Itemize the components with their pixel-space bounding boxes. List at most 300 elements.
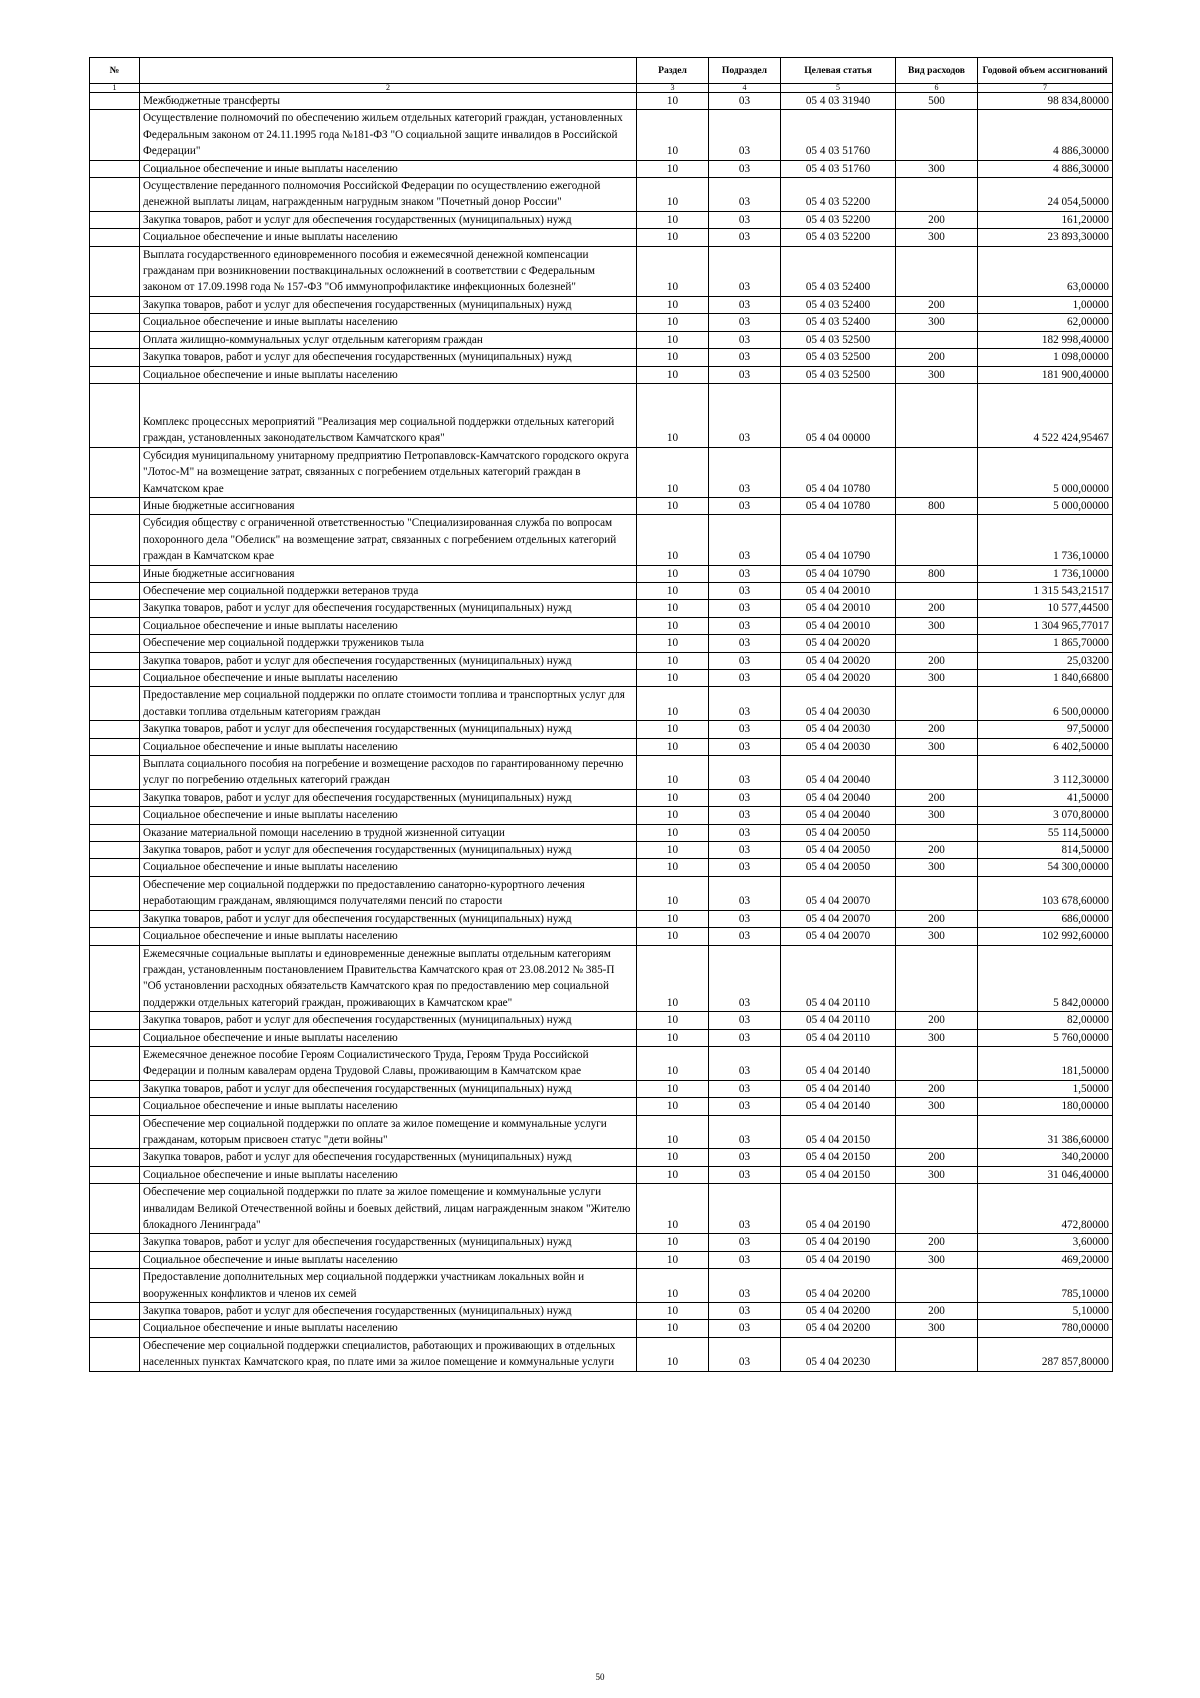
cell-amount: 780,00000 bbox=[978, 1320, 1113, 1337]
cell-description: Социальное обеспечение и иные выплаты населению bbox=[140, 1029, 637, 1046]
cell-razdel: 10 bbox=[637, 687, 709, 721]
cell-number bbox=[90, 1046, 140, 1080]
cell-podrazdel: 03 bbox=[709, 1303, 781, 1320]
cell-amount: 24 054,50000 bbox=[978, 178, 1113, 212]
table-row bbox=[90, 721, 1113, 738]
cell-number bbox=[90, 876, 140, 910]
cell-number bbox=[90, 910, 140, 927]
cell-number bbox=[90, 349, 140, 366]
column-number: 2 bbox=[140, 84, 637, 93]
cell-target-article: 05 4 04 20110 bbox=[781, 945, 896, 1012]
cell-amount: 181,50000 bbox=[978, 1046, 1113, 1080]
cell-podrazdel: 03 bbox=[709, 1166, 781, 1183]
cell-expense-type bbox=[896, 447, 978, 497]
table-row bbox=[90, 859, 1113, 876]
cell-number bbox=[90, 859, 140, 876]
cell-description: Закупка товаров, работ и услуг для обеспечения государственных (муниципальных) нужд bbox=[140, 1234, 637, 1251]
cell-expense-type: 200 bbox=[896, 211, 978, 228]
cell-podrazdel: 03 bbox=[709, 1320, 781, 1337]
column-number: 1 bbox=[90, 84, 140, 93]
cell-expense-type: 300 bbox=[896, 738, 978, 755]
cell-target-article: 05 4 03 52500 bbox=[781, 366, 896, 383]
table-row bbox=[90, 652, 1113, 669]
cell-description: Социальное обеспечение и иные выплаты населению bbox=[140, 1166, 637, 1183]
cell-target-article: 05 4 04 20200 bbox=[781, 1320, 896, 1337]
cell-expense-type: 800 bbox=[896, 565, 978, 582]
table-row bbox=[90, 756, 1113, 790]
cell-number bbox=[90, 1303, 140, 1320]
cell-podrazdel: 03 bbox=[709, 331, 781, 348]
cell-razdel: 10 bbox=[637, 738, 709, 755]
cell-description: Социальное обеспечение и иные выплаты населению bbox=[140, 928, 637, 945]
cell-amount: 1 315 543,21517 bbox=[978, 582, 1113, 599]
cell-podrazdel: 03 bbox=[709, 366, 781, 383]
cell-number bbox=[90, 110, 140, 160]
cell-razdel: 10 bbox=[637, 910, 709, 927]
cell-amount: 62,00000 bbox=[978, 314, 1113, 331]
cell-target-article: 05 4 04 20230 bbox=[781, 1337, 896, 1371]
cell-number bbox=[90, 246, 140, 296]
cell-amount: 5 000,00000 bbox=[978, 447, 1113, 497]
table-row bbox=[90, 789, 1113, 806]
cell-description: Социальное обеспечение и иные выплаты населению bbox=[140, 314, 637, 331]
cell-expense-type: 200 bbox=[896, 842, 978, 859]
cell-podrazdel: 03 bbox=[709, 1029, 781, 1046]
cell-description: Обеспечение мер социальной поддержки тружеников тыла bbox=[140, 635, 637, 652]
cell-expense-type: 300 bbox=[896, 928, 978, 945]
cell-number bbox=[90, 600, 140, 617]
cell-podrazdel: 03 bbox=[709, 1012, 781, 1029]
cell-target-article: 05 4 04 20020 bbox=[781, 670, 896, 687]
table-row bbox=[90, 1149, 1113, 1166]
cell-amount: 5 000,00000 bbox=[978, 497, 1113, 514]
cell-target-article: 05 4 04 20150 bbox=[781, 1166, 896, 1183]
header-target-article: Целевая статья bbox=[781, 58, 896, 84]
cell-description: Осуществление полномочий по обеспечению жильем отдельных категорий граждан, установленных Федеральным законом от 24.11.1995 года №181-ФЗ "О социальной защите инвалидов в Российской Федерации" bbox=[140, 110, 637, 160]
cell-razdel: 10 bbox=[637, 1046, 709, 1080]
cell-target-article: 05 4 04 20200 bbox=[781, 1303, 896, 1320]
cell-number bbox=[90, 331, 140, 348]
cell-expense-type: 300 bbox=[896, 229, 978, 246]
cell-target-article: 05 4 04 20010 bbox=[781, 582, 896, 599]
cell-number bbox=[90, 93, 140, 110]
cell-description: Закупка товаров, работ и услуг для обеспечения государственных (муниципальных) нужд bbox=[140, 349, 637, 366]
cell-amount: 5,10000 bbox=[978, 1303, 1113, 1320]
cell-target-article: 05 4 04 20050 bbox=[781, 842, 896, 859]
table-row bbox=[90, 617, 1113, 634]
cell-target-article: 05 4 03 52400 bbox=[781, 296, 896, 313]
cell-number bbox=[90, 1184, 140, 1234]
cell-amount: 161,20000 bbox=[978, 211, 1113, 228]
cell-target-article: 05 4 04 20070 bbox=[781, 910, 896, 927]
cell-razdel: 10 bbox=[637, 366, 709, 383]
cell-podrazdel: 03 bbox=[709, 1115, 781, 1149]
cell-target-article: 05 4 04 20110 bbox=[781, 1029, 896, 1046]
cell-description: Социальное обеспечение и иные выплаты населению bbox=[140, 229, 637, 246]
cell-description: Закупка товаров, работ и услуг для обеспечения государственных (муниципальных) нужд bbox=[140, 721, 637, 738]
cell-target-article: 05 4 04 20190 bbox=[781, 1184, 896, 1234]
cell-target-article: 05 4 04 20140 bbox=[781, 1046, 896, 1080]
cell-razdel: 10 bbox=[637, 93, 709, 110]
cell-number bbox=[90, 565, 140, 582]
cell-podrazdel: 03 bbox=[709, 1269, 781, 1303]
cell-amount: 1 736,10000 bbox=[978, 565, 1113, 582]
table-row bbox=[90, 1115, 1113, 1149]
cell-number bbox=[90, 1098, 140, 1115]
cell-expense-type: 200 bbox=[896, 349, 978, 366]
cell-razdel: 10 bbox=[637, 789, 709, 806]
cell-target-article: 05 4 03 31940 bbox=[781, 93, 896, 110]
cell-podrazdel: 03 bbox=[709, 582, 781, 599]
cell-target-article: 05 4 04 20200 bbox=[781, 1269, 896, 1303]
cell-expense-type bbox=[896, 582, 978, 599]
cell-expense-type: 300 bbox=[896, 859, 978, 876]
cell-number bbox=[90, 789, 140, 806]
cell-expense-type bbox=[896, 824, 978, 841]
cell-target-article: 05 4 03 52200 bbox=[781, 178, 896, 212]
cell-target-article: 05 4 04 00000 bbox=[781, 383, 896, 447]
cell-description: Оказание материальной помощи населению в трудной жизненной ситуации bbox=[140, 824, 637, 841]
cell-podrazdel: 03 bbox=[709, 211, 781, 228]
cell-podrazdel: 03 bbox=[709, 296, 781, 313]
cell-target-article: 05 4 03 52200 bbox=[781, 211, 896, 228]
cell-podrazdel: 03 bbox=[709, 928, 781, 945]
cell-target-article: 05 4 04 20020 bbox=[781, 652, 896, 669]
cell-number bbox=[90, 670, 140, 687]
cell-podrazdel: 03 bbox=[709, 617, 781, 634]
cell-amount: 3,60000 bbox=[978, 1234, 1113, 1251]
cell-description: Закупка товаров, работ и услуг для обеспечения государственных (муниципальных) нужд bbox=[140, 296, 637, 313]
cell-razdel: 10 bbox=[637, 582, 709, 599]
cell-razdel: 10 bbox=[637, 600, 709, 617]
cell-podrazdel: 03 bbox=[709, 1149, 781, 1166]
cell-expense-type: 200 bbox=[896, 1080, 978, 1097]
cell-number bbox=[90, 1080, 140, 1097]
cell-expense-type: 200 bbox=[896, 721, 978, 738]
table-row bbox=[90, 383, 1113, 447]
cell-amount: 181 900,40000 bbox=[978, 366, 1113, 383]
cell-amount: 41,50000 bbox=[978, 789, 1113, 806]
table-row bbox=[90, 910, 1113, 927]
cell-amount: 63,00000 bbox=[978, 246, 1113, 296]
cell-podrazdel: 03 bbox=[709, 93, 781, 110]
table-row bbox=[90, 738, 1113, 755]
cell-description: Выплата государственного единовременного пособия и ежемесячной денежной компенсации гражданам при возникновении поствакцинальных осложнений в соответствии с Федеральным законом от 17.09.1998 года № 157-ФЗ "Об иммунопрофилактике инфекционных болезней" bbox=[140, 246, 637, 296]
cell-description: Закупка товаров, работ и услуг для обеспечения государственных (муниципальных) нужд bbox=[140, 1080, 637, 1097]
cell-description: Социальное обеспечение и иные выплаты населению bbox=[140, 366, 637, 383]
cell-razdel: 10 bbox=[637, 859, 709, 876]
cell-number bbox=[90, 824, 140, 841]
column-number: 5 bbox=[781, 84, 896, 93]
cell-podrazdel: 03 bbox=[709, 824, 781, 841]
cell-target-article: 05 4 04 20040 bbox=[781, 807, 896, 824]
cell-razdel: 10 bbox=[637, 246, 709, 296]
cell-target-article: 05 4 04 10780 bbox=[781, 497, 896, 514]
cell-podrazdel: 03 bbox=[709, 515, 781, 565]
cell-number bbox=[90, 635, 140, 652]
cell-number bbox=[90, 1234, 140, 1251]
table-row bbox=[90, 1080, 1113, 1097]
cell-number bbox=[90, 807, 140, 824]
table-row bbox=[90, 160, 1113, 177]
cell-razdel: 10 bbox=[637, 1234, 709, 1251]
cell-razdel: 10 bbox=[637, 807, 709, 824]
cell-podrazdel: 03 bbox=[709, 670, 781, 687]
cell-amount: 4 886,30000 bbox=[978, 110, 1113, 160]
cell-razdel: 10 bbox=[637, 178, 709, 212]
page-number: 50 bbox=[595, 1672, 605, 1682]
cell-description: Социальное обеспечение и иные выплаты населению bbox=[140, 859, 637, 876]
cell-podrazdel: 03 bbox=[709, 859, 781, 876]
cell-target-article: 05 4 04 20190 bbox=[781, 1234, 896, 1251]
table-row bbox=[90, 178, 1113, 212]
cell-description: Комплекс процессных мероприятий "Реализация мер социальной поддержки отдельных категорий граждан, установленных законодательством Камчатского края" bbox=[140, 383, 637, 447]
cell-amount: 1 098,00000 bbox=[978, 349, 1113, 366]
cell-podrazdel: 03 bbox=[709, 383, 781, 447]
cell-description: Закупка товаров, работ и услуг для обеспечения государственных (муниципальных) нужд bbox=[140, 1303, 637, 1320]
cell-description: Предоставление мер социальной поддержки по оплате стоимости топлива и транспортных услуг для доставки топлива отдельным категориям граждан bbox=[140, 687, 637, 721]
cell-description: Выплата социального пособия на погребение и возмещение расходов по гарантированному перечню услуг по погребению отдельных категорий граждан bbox=[140, 756, 637, 790]
cell-description: Социальное обеспечение и иные выплаты населению bbox=[140, 1251, 637, 1268]
table-row bbox=[90, 1098, 1113, 1115]
cell-description: Субсидия обществу с ограниченной ответственностью "Специализированная служба по вопросам похоронного дела "Обелиск" на возмещение затрат, связанных с погребением отдельных категорий граждан в Камчатском крае bbox=[140, 515, 637, 565]
table-row bbox=[90, 1184, 1113, 1234]
header-number: № bbox=[90, 58, 140, 84]
cell-expense-type: 300 bbox=[896, 314, 978, 331]
cell-podrazdel: 03 bbox=[709, 876, 781, 910]
cell-description: Обеспечение мер социальной поддержки по плате за жилое помещение и коммунальные услуги инвалидам Великой Отечественной войны и боевых действий, лицам награжденным знаком "Жителю блокадного Ленинграда" bbox=[140, 1184, 637, 1234]
cell-amount: 1 865,70000 bbox=[978, 635, 1113, 652]
cell-number bbox=[90, 582, 140, 599]
cell-description: Осуществление переданного полномочия Российской Федерации по осуществлению ежегодной денежной выплаты лицам, награжденным нагрудным знаком "Почетный донор России" bbox=[140, 178, 637, 212]
table-row bbox=[90, 807, 1113, 824]
cell-target-article: 05 4 04 20050 bbox=[781, 859, 896, 876]
table-row bbox=[90, 331, 1113, 348]
table-row bbox=[90, 945, 1113, 1012]
table-row bbox=[90, 600, 1113, 617]
cell-razdel: 10 bbox=[637, 314, 709, 331]
cell-description: Закупка товаров, работ и услуг для обеспечения государственных (муниципальных) нужд bbox=[140, 652, 637, 669]
table-row bbox=[90, 1337, 1113, 1371]
cell-description: Субсидия муниципальному унитарному предприятию Петропавловск-Камчатского городского округа "Лотос-М" на возмещение затрат, связанных с погребением отдельных категорий граждан в Камчатском крае bbox=[140, 447, 637, 497]
cell-number bbox=[90, 314, 140, 331]
cell-target-article: 05 4 04 10790 bbox=[781, 515, 896, 565]
cell-number bbox=[90, 383, 140, 447]
cell-expense-type bbox=[896, 687, 978, 721]
cell-razdel: 10 bbox=[637, 1029, 709, 1046]
column-number: 6 bbox=[896, 84, 978, 93]
cell-expense-type bbox=[896, 515, 978, 565]
cell-razdel: 10 bbox=[637, 928, 709, 945]
cell-razdel: 10 bbox=[637, 447, 709, 497]
cell-razdel: 10 bbox=[637, 1251, 709, 1268]
cell-expense-type bbox=[896, 756, 978, 790]
table-row bbox=[90, 824, 1113, 841]
cell-razdel: 10 bbox=[637, 652, 709, 669]
cell-description: Обеспечение мер социальной поддержки по предоставлению санаторно-курортного лечения неработающим гражданам, являющимся получателями пенсий по старости bbox=[140, 876, 637, 910]
cell-razdel: 10 bbox=[637, 617, 709, 634]
cell-amount: 785,10000 bbox=[978, 1269, 1113, 1303]
cell-expense-type bbox=[896, 876, 978, 910]
cell-expense-type: 300 bbox=[896, 1029, 978, 1046]
cell-description: Закупка товаров, работ и услуг для обеспечения государственных (муниципальных) нужд bbox=[140, 211, 637, 228]
cell-expense-type: 300 bbox=[896, 1098, 978, 1115]
cell-razdel: 10 bbox=[637, 1115, 709, 1149]
cell-amount: 3 112,30000 bbox=[978, 756, 1113, 790]
cell-razdel: 10 bbox=[637, 296, 709, 313]
cell-expense-type: 200 bbox=[896, 1303, 978, 1320]
cell-podrazdel: 03 bbox=[709, 842, 781, 859]
cell-razdel: 10 bbox=[637, 721, 709, 738]
cell-podrazdel: 03 bbox=[709, 756, 781, 790]
cell-razdel: 10 bbox=[637, 110, 709, 160]
column-numbering-row bbox=[90, 84, 1113, 93]
cell-expense-type: 300 bbox=[896, 617, 978, 634]
cell-expense-type: 200 bbox=[896, 1149, 978, 1166]
cell-razdel: 10 bbox=[637, 497, 709, 514]
cell-expense-type: 200 bbox=[896, 600, 978, 617]
cell-podrazdel: 03 bbox=[709, 910, 781, 927]
header-annual-volume: Годовой объем ассигнований bbox=[978, 58, 1113, 84]
cell-number bbox=[90, 687, 140, 721]
cell-description: Оплата жилищно-коммунальных услуг отдельным категориям граждан bbox=[140, 331, 637, 348]
cell-podrazdel: 03 bbox=[709, 635, 781, 652]
cell-amount: 102 992,60000 bbox=[978, 928, 1113, 945]
cell-number bbox=[90, 1012, 140, 1029]
column-number: 7 bbox=[978, 84, 1113, 93]
cell-target-article: 05 4 04 20190 bbox=[781, 1251, 896, 1268]
cell-podrazdel: 03 bbox=[709, 178, 781, 212]
cell-amount: 4 886,30000 bbox=[978, 160, 1113, 177]
table-row bbox=[90, 1251, 1113, 1268]
cell-target-article: 05 4 03 52400 bbox=[781, 246, 896, 296]
cell-amount: 82,00000 bbox=[978, 1012, 1113, 1029]
cell-expense-type: 300 bbox=[896, 366, 978, 383]
cell-amount: 287 857,80000 bbox=[978, 1337, 1113, 1371]
cell-number bbox=[90, 1251, 140, 1268]
table-row bbox=[90, 842, 1113, 859]
cell-podrazdel: 03 bbox=[709, 945, 781, 1012]
cell-number bbox=[90, 1269, 140, 1303]
cell-number bbox=[90, 178, 140, 212]
budget-table-sheet bbox=[89, 57, 1112, 1372]
cell-number bbox=[90, 211, 140, 228]
table-row bbox=[90, 296, 1113, 313]
cell-expense-type: 200 bbox=[896, 1234, 978, 1251]
cell-number bbox=[90, 1149, 140, 1166]
cell-expense-type: 300 bbox=[896, 1320, 978, 1337]
cell-target-article: 05 4 04 20030 bbox=[781, 721, 896, 738]
cell-number bbox=[90, 160, 140, 177]
cell-expense-type: 300 bbox=[896, 1251, 978, 1268]
cell-razdel: 10 bbox=[637, 1269, 709, 1303]
cell-target-article: 05 4 04 20010 bbox=[781, 600, 896, 617]
column-number: 3 bbox=[637, 84, 709, 93]
cell-description: Межбюджетные трансферты bbox=[140, 93, 637, 110]
cell-razdel: 10 bbox=[637, 1166, 709, 1183]
cell-podrazdel: 03 bbox=[709, 497, 781, 514]
cell-description: Социальное обеспечение и иные выплаты населению bbox=[140, 807, 637, 824]
cell-amount: 54 300,00000 bbox=[978, 859, 1113, 876]
cell-amount: 5 842,00000 bbox=[978, 945, 1113, 1012]
cell-razdel: 10 bbox=[637, 635, 709, 652]
cell-amount: 31 386,60000 bbox=[978, 1115, 1113, 1149]
cell-description: Социальное обеспечение и иные выплаты населению bbox=[140, 1098, 637, 1115]
cell-target-article: 05 4 04 20150 bbox=[781, 1115, 896, 1149]
cell-expense-type: 300 bbox=[896, 160, 978, 177]
cell-target-article: 05 4 04 20010 bbox=[781, 617, 896, 634]
cell-podrazdel: 03 bbox=[709, 314, 781, 331]
cell-description: Обеспечение мер социальной поддержки специалистов, работающих и проживающих в отдельных населенных пунктах Камчатского края, по плате ими за жилое помещение и коммунальные услуги bbox=[140, 1337, 637, 1371]
table-row bbox=[90, 635, 1113, 652]
cell-description: Ежемесячное денежное пособие Героям Социалистического Труда, Героям Труда Российской Федерации и полным кавалерам ордена Трудовой Славы, проживающим в Камчатском крае bbox=[140, 1046, 637, 1080]
cell-amount: 469,20000 bbox=[978, 1251, 1113, 1268]
header-expense-type: Вид расходов bbox=[896, 58, 978, 84]
cell-target-article: 05 4 04 20110 bbox=[781, 1012, 896, 1029]
cell-podrazdel: 03 bbox=[709, 1046, 781, 1080]
cell-description: Закупка товаров, работ и услуг для обеспечения государственных (муниципальных) нужд bbox=[140, 1012, 637, 1029]
cell-expense-type: 200 bbox=[896, 789, 978, 806]
table-row bbox=[90, 1029, 1113, 1046]
cell-razdel: 10 bbox=[637, 331, 709, 348]
cell-amount: 6 402,50000 bbox=[978, 738, 1113, 755]
cell-expense-type: 500 bbox=[896, 93, 978, 110]
cell-target-article: 05 4 04 20070 bbox=[781, 876, 896, 910]
cell-amount: 340,20000 bbox=[978, 1149, 1113, 1166]
cell-amount: 472,80000 bbox=[978, 1184, 1113, 1234]
cell-number bbox=[90, 617, 140, 634]
cell-amount: 814,50000 bbox=[978, 842, 1113, 859]
cell-razdel: 10 bbox=[637, 565, 709, 582]
cell-description: Закупка товаров, работ и услуг для обеспечения государственных (муниципальных) нужд bbox=[140, 600, 637, 617]
header-description bbox=[140, 58, 637, 84]
cell-amount: 25,03200 bbox=[978, 652, 1113, 669]
cell-amount: 6 500,00000 bbox=[978, 687, 1113, 721]
cell-razdel: 10 bbox=[637, 1303, 709, 1320]
cell-target-article: 05 4 04 10780 bbox=[781, 447, 896, 497]
cell-target-article: 05 4 03 52500 bbox=[781, 349, 896, 366]
cell-razdel: 10 bbox=[637, 1149, 709, 1166]
cell-podrazdel: 03 bbox=[709, 1234, 781, 1251]
cell-description: Иные бюджетные ассигнования bbox=[140, 565, 637, 582]
cell-number bbox=[90, 296, 140, 313]
cell-number bbox=[90, 366, 140, 383]
cell-razdel: 10 bbox=[637, 160, 709, 177]
table-row bbox=[90, 565, 1113, 582]
cell-target-article: 05 4 04 20150 bbox=[781, 1149, 896, 1166]
table-row bbox=[90, 1046, 1113, 1080]
cell-expense-type: 200 bbox=[896, 296, 978, 313]
cell-target-article: 05 4 03 52400 bbox=[781, 314, 896, 331]
cell-target-article: 05 4 03 52200 bbox=[781, 229, 896, 246]
table-row bbox=[90, 687, 1113, 721]
table-row bbox=[90, 1303, 1113, 1320]
cell-amount: 180,00000 bbox=[978, 1098, 1113, 1115]
cell-razdel: 10 bbox=[637, 211, 709, 228]
cell-target-article: 05 4 03 51760 bbox=[781, 110, 896, 160]
cell-target-article: 05 4 04 20030 bbox=[781, 738, 896, 755]
cell-expense-type: 200 bbox=[896, 652, 978, 669]
cell-razdel: 10 bbox=[637, 383, 709, 447]
cell-number bbox=[90, 756, 140, 790]
cell-expense-type bbox=[896, 1337, 978, 1371]
cell-podrazdel: 03 bbox=[709, 349, 781, 366]
cell-number bbox=[90, 1337, 140, 1371]
cell-number bbox=[90, 447, 140, 497]
cell-amount: 3 070,80000 bbox=[978, 807, 1113, 824]
cell-razdel: 10 bbox=[637, 1012, 709, 1029]
cell-target-article: 05 4 03 51760 bbox=[781, 160, 896, 177]
